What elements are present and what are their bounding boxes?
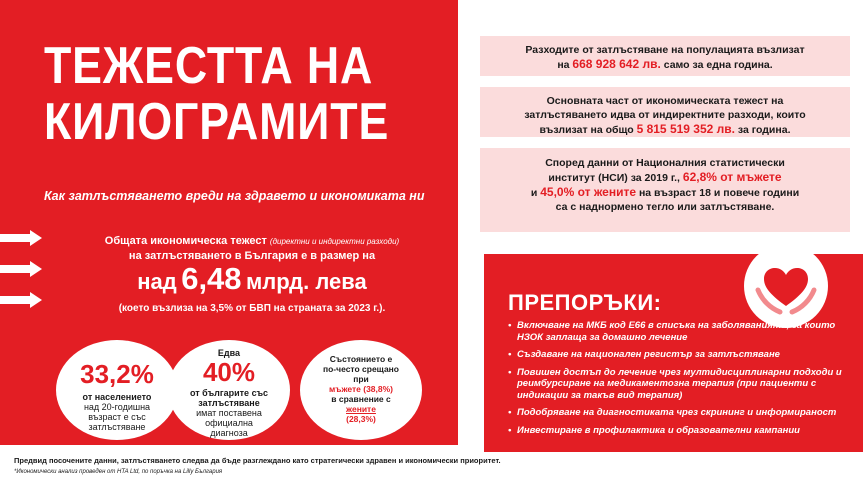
info-text: Разходите от затлъстяване на популацията възлизат: [525, 44, 805, 56]
cost-amount: [82, 261, 422, 299]
cost-line-2: на затлъстяването в България е в размер на: [128, 250, 376, 262]
stat-text-line: жените: [346, 404, 376, 414]
recommendation-item: • Подобряване на диагностиката чрез скрининг и информираност: [508, 407, 853, 419]
stat-text-line: над 20-годишна: [83, 402, 151, 412]
stat-text-line: от населението: [82, 392, 152, 402]
arrows-decoration: [0, 230, 52, 323]
recommendation-item: • Повишен достъп до лечение чрез мултидисциплинарни подходи и реимбурсиране на медикаментозна терапия (при пациенти с индикации за такъв вид терапия): [508, 367, 853, 402]
info-text: [490, 170, 840, 185]
stat-circle-gender: [300, 340, 422, 440]
info-amount: 668 928 642 лв.: [572, 57, 661, 71]
stat-text-line: (28,3%): [346, 414, 376, 424]
stat-text-line: Състоянието е: [329, 354, 393, 364]
stat-text-line: официална: [205, 418, 253, 428]
cost-line-1: [82, 234, 422, 249]
recommendation-item: • Създаване на национален регистър за затлъстяване: [508, 349, 853, 361]
footer: [14, 456, 501, 475]
info-text-part: на: [557, 59, 570, 71]
info-text-part: институт (НСИ) за 2019 г.,: [548, 172, 680, 184]
stat-prefix: Едва: [217, 348, 241, 358]
cost-line-1-small: (директни и индиректни разходи): [269, 237, 400, 246]
cost-line-1-main: Общата икономическа тежест: [104, 235, 267, 247]
recommendations-list: [508, 320, 853, 442]
economic-burden-block: [82, 234, 422, 314]
stat-text-line: затлъстяване: [88, 422, 146, 432]
stat-value: 33,2%: [80, 359, 154, 389]
info-text: затлъстяването идва от индиректните разходи, които: [524, 109, 806, 121]
info-box-nsi-data: [480, 148, 850, 232]
footer-conclusion: Предвид посочените данни, затлъстяването следва да бъде разглеждано като стратегически здравен и икономически приоритет.: [14, 456, 501, 465]
recommendation-item: • Включване на МКБ код Е66 в списъка на заболяванията, за които НЗОК заплаща за домашно лечение: [508, 320, 853, 343]
info-text-part: само за една година.: [663, 59, 773, 71]
heart-hands-icon: [744, 244, 828, 328]
info-text-part: възлизат на общо: [539, 124, 634, 136]
stat-circle-obesity-rate: [56, 340, 178, 440]
stat-text: [56, 392, 178, 432]
cost-number: 6,48: [181, 261, 242, 296]
stat-value: 40%: [202, 357, 256, 387]
info-box-indirect-cost: [480, 87, 850, 137]
left-panel: [0, 0, 458, 445]
stat-text-line: от българите със: [189, 388, 269, 398]
footer-source: *Икономически анализ проведен от HTA Ltd, по поръчка на Lilly България: [14, 469, 223, 475]
cost-unit: млрд. лева: [246, 269, 367, 294]
title-line-2: КИЛОГРАМИТЕ: [44, 93, 390, 151]
info-text: [490, 122, 840, 137]
stat-circle-diagnosed: [168, 340, 290, 440]
recommendations-title: ПРЕПОРЪКИ:: [508, 290, 662, 315]
info-text: [490, 57, 840, 72]
stat-text-line: мъжете (38,8%): [328, 384, 394, 394]
arrow-right-icon: [0, 292, 42, 308]
stat-text-line: имат поставена: [196, 408, 262, 418]
stat-text-line: при: [353, 374, 369, 384]
stat-text-line: по-често срещано: [322, 364, 399, 374]
recommendations-panel: [484, 254, 863, 452]
stat-text: [168, 388, 290, 438]
stat-text-line: в сравнение с: [331, 394, 391, 404]
stat-text: [300, 354, 422, 424]
recommendation-item: • Инвестиране в профилактика и образователни кампании: [508, 425, 853, 437]
info-text: Основната част от икономическата тежест на: [546, 95, 784, 107]
info-text-part: на възраст 18 и повече години: [638, 187, 800, 199]
info-box-annual-cost: [480, 36, 850, 76]
subtitle: Как затлъстяването вреди на здравето и икономиката ни: [44, 189, 425, 203]
arrow-right-icon: [0, 261, 42, 277]
info-pct-women: 45,0% от жените: [540, 185, 637, 199]
info-pct-men: 62,8% от мъжете: [682, 170, 782, 184]
info-text: са с наднормено тегло или затлъстяване.: [555, 201, 775, 213]
arrow-right-icon: [0, 230, 42, 246]
cost-note: (което възлиза на 3,5% от БВП на страната за 2023 г.).: [118, 303, 386, 314]
stat-text-line: затлъстяване: [198, 398, 260, 408]
info-text: Според данни от Националния статистически: [545, 157, 785, 169]
cost-prefix: над: [137, 269, 177, 294]
stat-text-line: възраст е със: [88, 412, 146, 422]
info-text-part: и: [530, 187, 538, 199]
info-text-part: за година.: [737, 124, 791, 136]
info-text: [490, 185, 840, 200]
stat-text-line: диагноза: [210, 428, 248, 438]
page-title: [44, 38, 389, 150]
title-line-1: ТЕЖЕСТТА НА: [44, 37, 374, 95]
info-amount: 5 815 519 352 лв.: [636, 122, 735, 136]
